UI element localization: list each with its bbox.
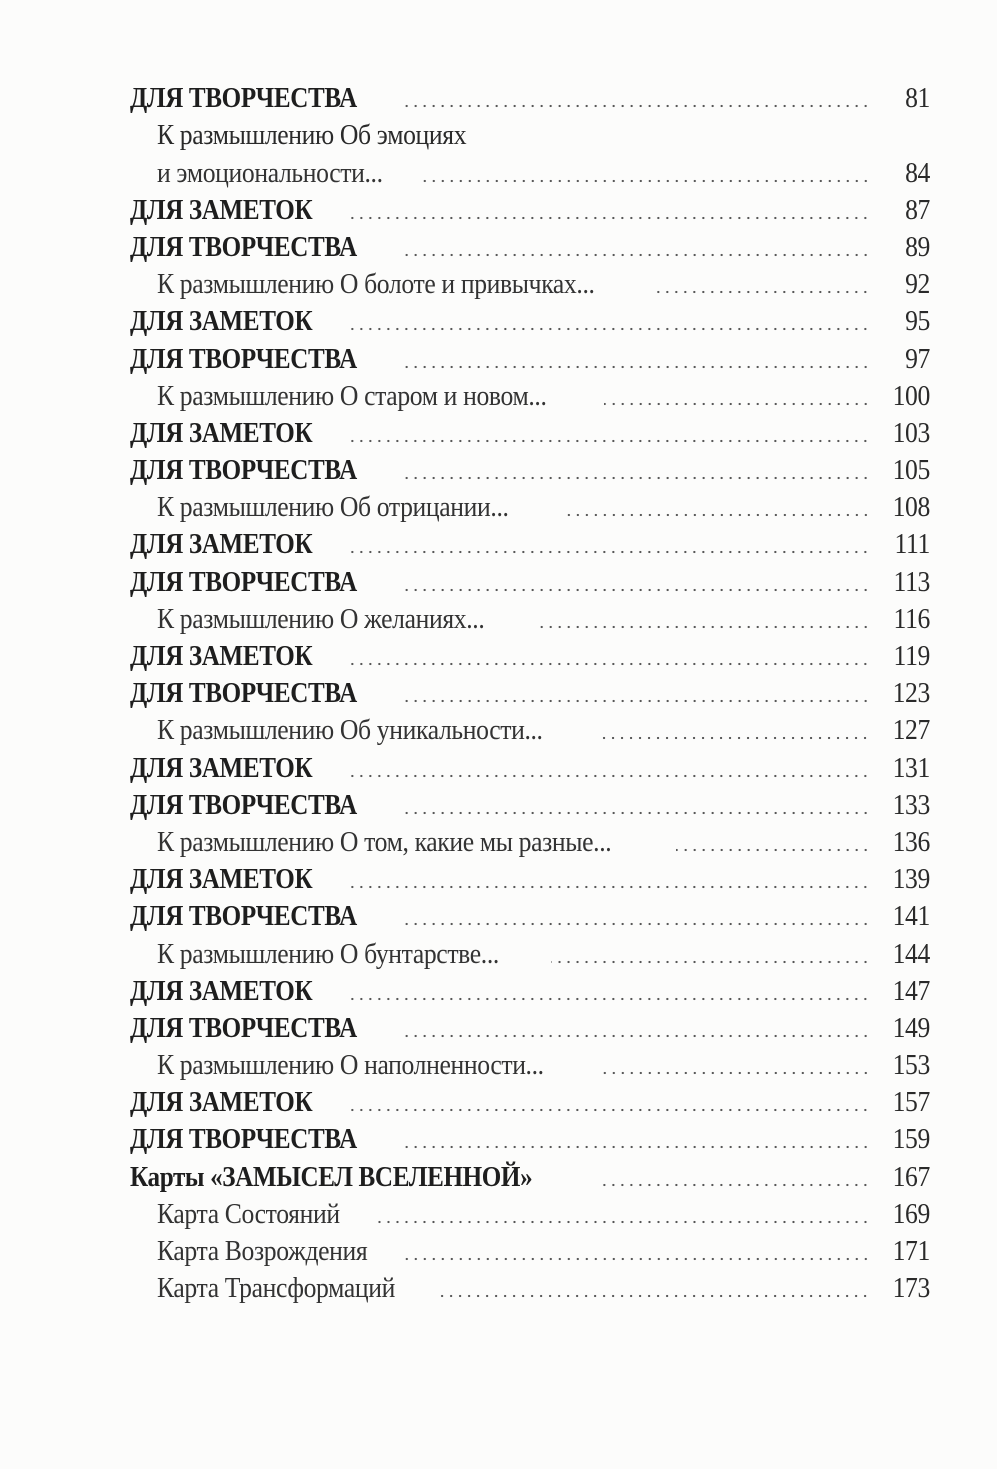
toc-entry-page: 139	[892, 864, 930, 896]
toc-entry-page: 105	[892, 455, 930, 487]
dot-leader	[351, 997, 870, 1001]
dot-leader	[351, 439, 870, 443]
dot-leader	[351, 327, 870, 331]
toc-entry[interactable]	[130, 824, 930, 861]
toc-entry[interactable]	[130, 452, 930, 489]
toc-entry-title: Карта Возрождения	[157, 1236, 368, 1267]
toc-entry-title: ДЛЯ ТВОРЧЕСТВА	[130, 678, 357, 710]
toc-entry-page: 87	[905, 194, 930, 226]
toc-entry[interactable]	[130, 378, 930, 415]
dot-leader	[374, 1220, 870, 1224]
toc-entry[interactable]	[130, 340, 930, 377]
toc-entry[interactable]	[130, 898, 930, 935]
toc-entry[interactable]	[130, 192, 930, 229]
toc-entry-title: ДЛЯ ТВОРЧЕСТВА	[130, 1012, 357, 1044]
toc-entry-page: 123	[892, 678, 930, 710]
toc-entry-page: 141	[892, 901, 930, 933]
dot-leader	[551, 960, 870, 964]
toc-entry-page: 153	[892, 1050, 930, 1082]
toc-entry-page: 167	[892, 1161, 930, 1193]
toc-entry[interactable]	[130, 601, 930, 638]
toc-entry-page: 81	[905, 83, 930, 115]
dot-leader	[351, 1108, 870, 1112]
toc-entry[interactable]	[130, 973, 930, 1010]
toc-entry[interactable]	[130, 1121, 930, 1158]
dot-leader	[657, 290, 870, 294]
toc-entry-title: ДЛЯ ЗАМЕТОК	[130, 529, 313, 561]
toc-entry[interactable]	[130, 749, 930, 786]
toc-entry-title: ДЛЯ ЗАМЕТОК	[130, 752, 313, 784]
toc-entry-page: 100	[892, 380, 930, 412]
dot-leader	[601, 1183, 870, 1187]
dot-leader	[351, 774, 870, 778]
dot-leader	[402, 922, 870, 926]
toc-entry-page: 92	[905, 269, 930, 301]
toc-entry-page: 131	[892, 752, 930, 784]
toc-entry[interactable]	[130, 489, 930, 526]
dot-leader	[402, 1145, 870, 1149]
toc-entry-title: К размышлению Об эмоциях	[157, 120, 467, 152]
toc-entry-page: 84	[905, 157, 930, 189]
toc-entry-page: 119	[893, 641, 930, 672]
dot-leader	[402, 588, 870, 592]
toc-entry-title: Карта Состояний	[157, 1198, 340, 1230]
toc-entry-title: ДЛЯ ЗАМЕТОК	[130, 417, 313, 449]
toc-entry-title: ДЛЯ ЗАМЕТОК	[130, 194, 313, 226]
toc-entry-title: К размышлению О бунтарстве...	[157, 938, 499, 970]
toc-entry-page: 133	[892, 789, 930, 821]
toc-entry-title: ДЛЯ ЗАМЕТОК	[130, 864, 313, 896]
dot-leader	[562, 513, 870, 517]
toc-entry-title: К размышлению О старом и новом...	[157, 380, 547, 412]
toc-entry-page: 111	[894, 529, 930, 561]
toc-entry-title: К размышлению О желаниях...	[157, 603, 485, 635]
toc-entry[interactable]	[130, 415, 930, 452]
dot-leader	[435, 1294, 870, 1298]
toc-entry[interactable]	[130, 1233, 930, 1270]
toc-entry-title: ДЛЯ ЗАМЕТОК	[130, 1087, 313, 1119]
toc-entry-title: К размышлению О болоте и привычках...	[157, 269, 595, 301]
toc-entry[interactable]	[130, 563, 930, 600]
table-of-contents	[130, 80, 930, 1307]
toc-entry-title: ДЛЯ ТВОРЧЕСТВА	[130, 789, 357, 821]
toc-entry-page: 173	[892, 1273, 930, 1305]
dot-leader	[402, 811, 870, 815]
toc-entry-page: 157	[892, 1087, 930, 1119]
toc-entry-page: 159	[892, 1124, 930, 1156]
toc-entry-page: 89	[905, 231, 930, 263]
dot-leader	[402, 476, 870, 480]
dot-leader	[402, 104, 870, 108]
toc-entry-title: и эмоциональности...	[157, 157, 383, 189]
toc-entry-page: 149	[892, 1012, 930, 1044]
toc-entry-title: ДЛЯ ЗАМЕТОК	[130, 641, 313, 672]
toc-entry[interactable]	[130, 1270, 930, 1307]
toc-entry-title: ДЛЯ ЗАМЕТОК	[130, 975, 313, 1007]
toc-entry[interactable]	[130, 787, 930, 824]
toc-entry[interactable]	[130, 861, 930, 898]
toc-entry[interactable]	[130, 80, 930, 117]
toc-entry[interactable]	[130, 935, 930, 972]
toc-entry-page: 169	[892, 1198, 930, 1230]
toc-entry[interactable]	[130, 117, 930, 154]
dot-leader	[351, 662, 870, 666]
toc-entry-page: 147	[892, 975, 930, 1007]
dot-leader	[599, 736, 870, 740]
dot-leader	[402, 699, 870, 703]
toc-entry-page: 113	[893, 566, 930, 598]
toc-entry[interactable]	[130, 1158, 930, 1195]
dot-leader	[422, 179, 870, 183]
toc-entry-title: ДЛЯ ТВОРЧЕСТВА	[130, 343, 357, 375]
toc-entry-page: 97	[905, 343, 930, 375]
dot-leader	[402, 365, 870, 369]
toc-entry-title: Карта Трансформаций	[157, 1273, 395, 1305]
toc-entry[interactable]	[130, 712, 930, 749]
dot-leader	[402, 1034, 870, 1038]
toc-entry[interactable]	[130, 1047, 930, 1084]
toc-entry-page: 127	[892, 715, 930, 747]
dot-leader	[604, 402, 870, 406]
toc-entry-page: 171	[892, 1236, 930, 1267]
toc-entry-title: ДЛЯ ЗАМЕТОК	[130, 306, 313, 338]
toc-entry[interactable]	[130, 675, 930, 712]
toc-entry[interactable]	[130, 1010, 930, 1047]
toc-entry[interactable]	[130, 303, 930, 340]
toc-entry-title: К размышлению О наполненности...	[157, 1050, 544, 1082]
dot-leader	[535, 625, 870, 629]
toc-entry-page: 136	[892, 826, 930, 858]
toc-entry-title: ДЛЯ ТВОРЧЕСТВА	[130, 1124, 357, 1156]
dot-leader	[676, 848, 870, 852]
toc-entry-title: ДЛЯ ТВОРЧЕСТВА	[130, 901, 357, 933]
toc-entry-page: 95	[905, 306, 930, 338]
toc-entry[interactable]	[130, 266, 930, 303]
dot-leader	[601, 1071, 870, 1075]
toc-entry[interactable]	[130, 229, 930, 266]
toc-entry-title: ДЛЯ ТВОРЧЕСТВА	[130, 231, 357, 263]
toc-entry-page: 108	[892, 492, 930, 524]
toc-entry[interactable]	[130, 526, 930, 563]
toc-entry-page: 103	[892, 417, 930, 449]
dot-leader	[351, 885, 870, 889]
toc-entry[interactable]	[130, 1084, 930, 1121]
dot-leader	[405, 1257, 870, 1261]
toc-entry-title: К размышлению Об отрицании...	[157, 492, 509, 524]
toc-entry[interactable]	[130, 638, 930, 675]
toc-entry-title: Карты «ЗАМЫСЕЛ ВСЕЛЕННОЙ»	[130, 1161, 533, 1193]
toc-entry-page: 116	[893, 603, 930, 635]
toc-entry-title: ДЛЯ ТВОРЧЕСТВА	[130, 83, 357, 115]
dot-leader	[351, 216, 870, 220]
toc-entry-page: 144	[892, 938, 930, 970]
toc-entry-title: К размышлению Об уникальности...	[157, 715, 543, 747]
toc-entry-title: ДЛЯ ТВОРЧЕСТВА	[130, 455, 357, 487]
toc-entry[interactable]	[130, 1196, 930, 1233]
dot-leader	[351, 550, 870, 554]
dot-leader	[402, 253, 870, 257]
toc-entry[interactable]	[130, 154, 930, 191]
toc-entry-title: К размышлению О том, какие мы разные...	[157, 826, 612, 858]
toc-entry-title: ДЛЯ ТВОРЧЕСТВА	[130, 566, 357, 598]
